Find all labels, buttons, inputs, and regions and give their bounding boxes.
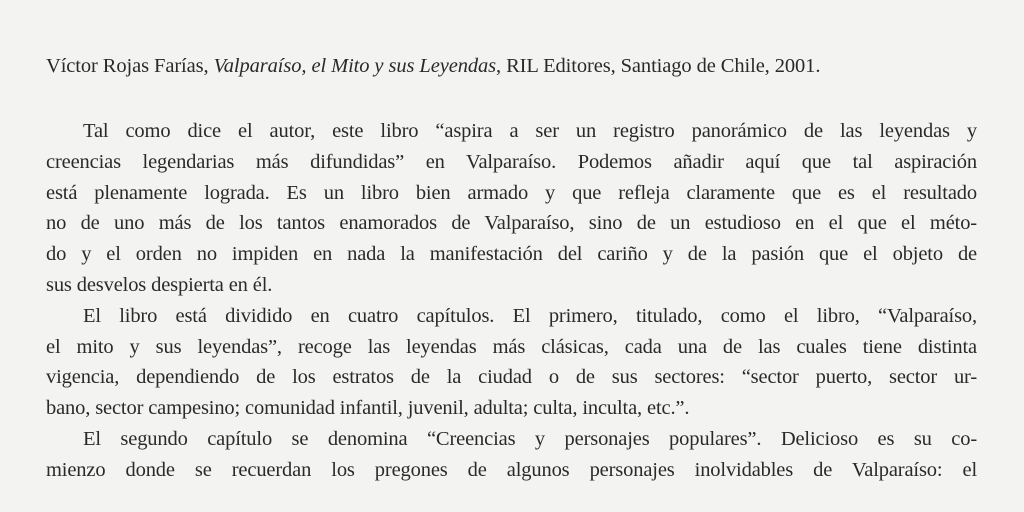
paragraph-2 (46, 301, 977, 424)
text-line: El libro está dividido en cuatro capítulos. El primero, titulado, como el libro, “Valparaíso, (83, 304, 977, 327)
paragraph-3 (46, 424, 977, 486)
text-line: bano, sector campesino; comunidad infantil, juvenil, adulta; culta, inculta, etc.”. (46, 397, 690, 420)
citation-author: Víctor Rojas Farías, (46, 55, 214, 77)
text-line: vigencia, dependiendo de los estratos de la ciudad o de sus sectores: “sector puerto, sector ur- (46, 366, 977, 389)
book-citation (46, 52, 986, 80)
text-line: el mito y sus leyendas”, recoge las leyendas más clásicas, cada una de las cuales tiene distinta (46, 335, 977, 358)
text-line: no de uno más de los tantos enamorados de Valparaíso, sino de un estudioso en el que el méto- (46, 212, 977, 235)
text-line: do y el orden no impiden en nada la manifestación del cariño y de la pasión que el objeto de (46, 243, 977, 266)
text-line: sus desvelos despierta en él. (46, 273, 273, 296)
text-line: creencias legendarias más difundidas” en Valparaíso. Podemos añadir aquí que tal aspiración (46, 150, 977, 173)
paragraph-1 (46, 116, 977, 301)
text-line: está plenamente lograda. Es un libro bien armado y que refleja claramente que es el resultado (46, 181, 977, 204)
text-line: Tal como dice el autor, este libro “aspira a ser un registro panorámico de las leyendas y (83, 120, 977, 142)
citation-title: Valparaíso, el Mito y sus Leyendas (213, 55, 497, 77)
text-line: El segundo capítulo se denomina “Creencias y personajes populares”. Delicioso es su co- (83, 427, 977, 450)
text-line: mienzo donde se recuerdan los pregones de algunos personajes inolvidables de Valparaíso: el (46, 458, 977, 481)
review-body (46, 116, 977, 486)
citation-publisher: , RIL Editores, Santiago de Chile, 2001. (496, 55, 821, 77)
